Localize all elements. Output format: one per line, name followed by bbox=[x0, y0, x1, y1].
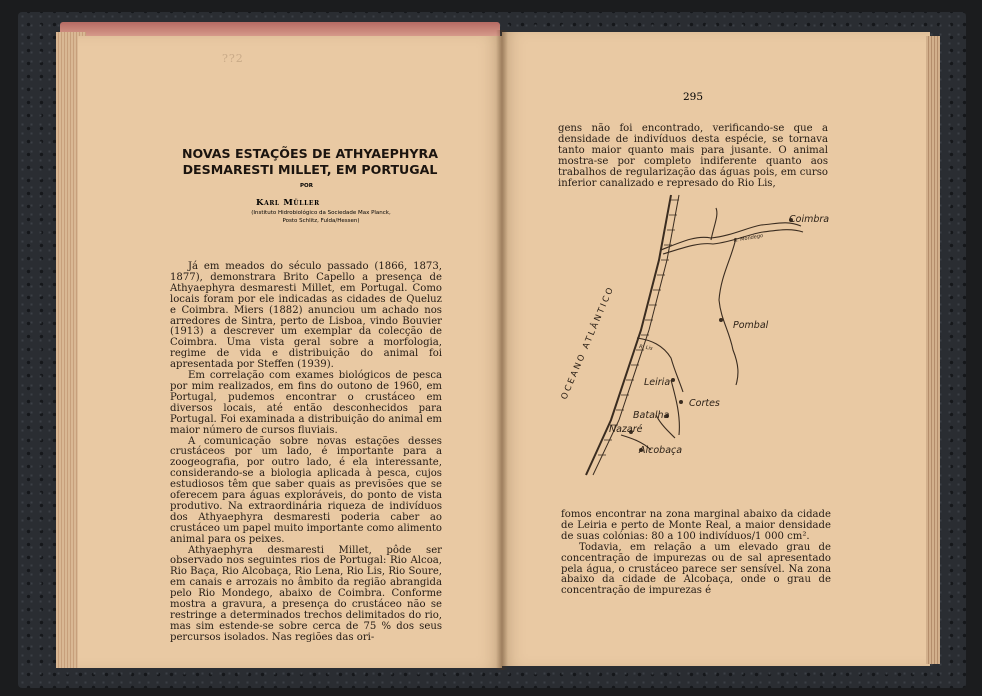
place-label: Nazaré bbox=[609, 424, 643, 435]
paragraph: Athyaephyra desmaresti Millet, pôde ser observado nos seguintes rios de Portugal: Rio Alcoa, Rio Baça, Rio Alcobaça, Rio Lena, Rio Lis, Rio Soure, em canais e arrozais no âmbito da região abrangida pelo Rio Mondego, abaixo de Coimbra. Conforme mostra a gravura, a presença do crustáceo não se restringe a determinados trechos delimitados do rio, mas sim estende-se sobre cerca de 75 % dos seus percursos isolados. Nas regiões das ori- bbox=[170, 544, 442, 643]
place-label: Pombal bbox=[733, 320, 769, 331]
author-name: Karl Müller bbox=[256, 198, 320, 208]
town-marker bbox=[679, 400, 683, 404]
faded-page-number: ??2 bbox=[222, 52, 244, 65]
town-marker bbox=[719, 318, 723, 322]
article-title bbox=[140, 146, 480, 178]
paragraph: Já em meados do século passado (1866, 1873, 1877), demonstrara Brito Capello a presença de Athyaephyra desmaresti Millet, em Portugal. Como locais foram por ele indicadas as cidades de Queluz e Coimbra. Miers (1882) anunciou um achado nos arredores de Sintra, perto de Lisboa, vindo Bouvier (1913) a descrever um exemplar da colecção de Coimbra. Uma vista geral sobre a morfologia, regime de vida e distribuição do animal foi apresentada por Steffen (1939). bbox=[170, 261, 442, 371]
left-body-text bbox=[170, 262, 442, 644]
paragraph: gens não foi encontrado, verificando-se que a densidade de indivíduos desta espécie, se tornava tanto maior quanto mais para jusante. O animal mostra-se por completo indiferente quanto aos trabalhos de regularização das águas pois, em curso inferior canalizado e represado do Rio Lis, bbox=[558, 123, 828, 189]
book-gutter bbox=[496, 30, 508, 670]
river-label: R. Lis bbox=[638, 344, 653, 352]
affiliation-line-1: (Instituto Hidrobiológico da Sociedade Max Planck, bbox=[251, 210, 391, 216]
place-label: Coimbra bbox=[789, 214, 830, 225]
title-line-2: DESMARESTI MILLET, EM PORTUGAL bbox=[182, 162, 438, 177]
right-page-stack bbox=[926, 36, 940, 664]
ocean-label: OCEANO ATLÂNTICO bbox=[559, 284, 617, 402]
author-affiliation bbox=[236, 210, 406, 225]
affiliation-line-2: Posto Schlitz, Fulda/Hessen) bbox=[282, 217, 360, 224]
paragraph: Todavia, em relação a um elevado grau de concentração de impurezas ou de sal apresentado pela água, o crustáceo parece ser sensível. Na zona abaixo da cidade de Alcobaça, onde o grau de concentração de impurezas é bbox=[561, 541, 831, 597]
town-marker bbox=[671, 378, 675, 382]
title-line-1: NOVAS ESTAÇÕES DE ATHYAEPHYRA bbox=[182, 146, 438, 161]
page-edge-red bbox=[60, 22, 500, 36]
right-bottom-text bbox=[561, 510, 831, 597]
byline-por: POR bbox=[300, 183, 313, 189]
paragraph: Em correlação com exames biológicos de pesca por mim realizados, em fins do outono de 1960, em Portugal, pudemos encontrar o crustáceo em diversos locais, até então desconhecidos para Portugal. Foi examinada a distribuição do animal em maior número de cursos fluviais. bbox=[170, 370, 442, 436]
paragraph: fomos encontrar na zona marginal abaixo da cidade de Leiria e perto de Monte Real, a maior densidade de suas colónias: 80 a 100 indivíduos/1 000 cm². bbox=[561, 509, 831, 542]
place-label: Leiria bbox=[644, 377, 671, 388]
place-label: Batalha bbox=[633, 410, 670, 421]
river-label: R. Mondego bbox=[733, 232, 764, 244]
paragraph: A comunicação sobre novas estações desses crustáceos por um lado, é importante para a zoogeografia, por outro lado, é ela interessante, considerando-se a biologia aplicada à pesca, cujos estudiosos têm que saber quais as previsões que se oferecem para águas exploráveis, do ponto de vista produtivo. Na extraordinária riqueza de indivíduos dos Athyaephyra desmaresti poderia caber ao crustáceo um papel muito importante como alimento animal para os peixes. bbox=[170, 435, 442, 545]
place-label: Alcobaça bbox=[639, 445, 683, 456]
page-number: 295 bbox=[683, 91, 704, 103]
river-map bbox=[559, 180, 830, 480]
place-label: Cortes bbox=[689, 398, 720, 409]
